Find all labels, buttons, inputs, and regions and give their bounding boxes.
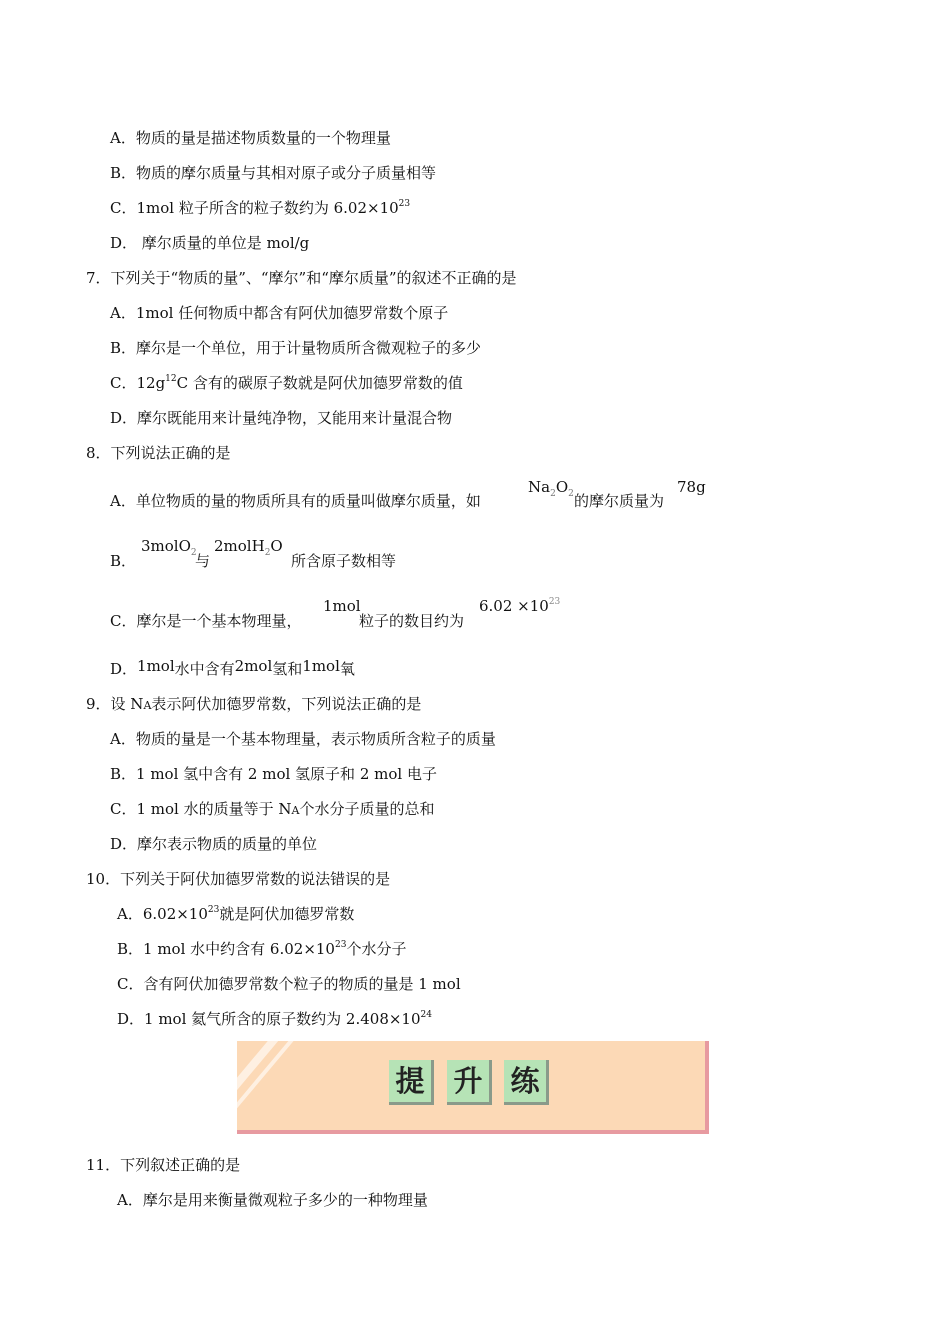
q8-d-f2: 2mol xyxy=(234,657,273,675)
q10-a-post: 就是阿伏加德罗常数 xyxy=(219,905,355,923)
formula-2molh: 2molH xyxy=(214,537,265,555)
q8-option-a: A．单位物质的量的物质所具有的质量叫做摩尔质量，如 xyxy=(110,492,481,510)
q6-option-c-text: C．1mol 粒子所含的粒子数约为 6.02×10 xyxy=(110,199,399,217)
q8-stem: 8．下列说法正确的是 xyxy=(86,444,231,462)
q7-option-a: A．1mol 任何物质中都含有阿伏加德罗常数个原子 xyxy=(110,304,449,322)
q10-b-post: 个水分子 xyxy=(346,940,407,958)
q8-option-a-text2: 的摩尔质量为 xyxy=(574,492,665,510)
q10-b-sup: 23 xyxy=(334,940,347,950)
q9-option-d: D．摩尔表示物质的质量的单位 xyxy=(110,835,318,853)
q8-option-b-formula1 xyxy=(141,538,197,557)
q8-option-c-value xyxy=(479,598,560,614)
banner-tile-2: 升 xyxy=(447,1060,492,1105)
q9-option-c xyxy=(110,799,434,821)
banner-tile-1: 提 xyxy=(389,1060,434,1105)
formula-sub-2: 2 xyxy=(568,489,574,499)
q9-c-post: 个水分子质量的总和 xyxy=(299,800,435,818)
q7-option-c-post: C 含有的碳原子数就是阿伏加德罗常数的值 xyxy=(176,374,463,392)
q8-option-b-text: 所含原子数相等 xyxy=(291,552,397,570)
q6-option-c xyxy=(110,198,410,218)
q6-option-c-exponent: 23 xyxy=(398,199,411,209)
q10-b-pre: B．1 mol 水中约含有 6.02×10 xyxy=(117,940,335,958)
q8-option-b-and: 与 xyxy=(195,552,211,570)
formula-o: O xyxy=(555,478,569,496)
q9-c-pre: C．1 mol 水的质量等于 N xyxy=(110,800,292,818)
q9-stem-sub: A xyxy=(143,699,152,712)
formula-sub-1: 2 xyxy=(550,489,556,499)
q10-option-d xyxy=(117,1009,432,1029)
q7-stem: 7．下列关于“物质的量”、“摩尔”和“摩尔质量”的叙述不正确的是 xyxy=(86,269,517,287)
q6-option-a: A．物质的量是描述物质数量的一个物理量 xyxy=(110,129,391,147)
q10-option-a xyxy=(117,904,354,924)
q8-option-d xyxy=(110,659,355,679)
formula-na: Na xyxy=(528,478,551,496)
q9-stem xyxy=(86,694,421,716)
q8-d-f3: 1mol xyxy=(302,657,340,675)
q9-stem-pre: 9．设 N xyxy=(86,695,144,713)
q7-option-c xyxy=(110,373,463,393)
q6-option-b: B．物质的摩尔质量与其相对原子或分子质量相等 xyxy=(110,164,437,182)
value-base: 6.02 ×10 xyxy=(479,597,549,615)
q9-option-b: B．1 mol 氢中含有 2 mol 氢原子和 2 mol 电子 xyxy=(110,765,437,783)
formula-o: O xyxy=(270,537,283,555)
value-exponent: 23 xyxy=(548,597,561,607)
q7-option-b: B．摩尔是一个单位，用于计量物质所含微观粒子的多少 xyxy=(110,339,482,357)
q8-option-a-formula xyxy=(528,479,574,498)
q8-d-t2: 氢和 xyxy=(272,660,303,678)
q8-option-b-formula2 xyxy=(214,538,283,557)
q10-option-b xyxy=(117,939,406,959)
formula-h2-sub: 2 xyxy=(264,548,271,558)
q7-option-c-pre: C．12g xyxy=(110,374,166,392)
q10-d-sup: 24 xyxy=(420,1010,432,1020)
banner-stripe-thin xyxy=(237,1041,302,1134)
q6-option-d: D． 摩尔质量的单位是 mol/g xyxy=(110,234,310,252)
q10-stem: 10．下列关于阿伏加德罗常数的说法错误的是 xyxy=(86,870,391,888)
q8-option-c-text1: C．摩尔是一个基本物理量， xyxy=(110,612,302,630)
q8-option-c-formula: 1mol xyxy=(323,597,361,615)
q8-option-c-text2: 粒子的数目约为 xyxy=(359,612,465,630)
q10-a-sup: 23 xyxy=(207,905,220,915)
q8-d-t1: 水中含有 xyxy=(174,660,235,678)
q10-d-pre: D．1 mol 氦气所含的原子数约为 2.408×10 xyxy=(117,1010,421,1028)
q8-option-a-value: 78g xyxy=(677,478,706,496)
formula-3molo: 3molO xyxy=(141,537,191,555)
formula-o2-sub: 2 xyxy=(190,548,197,558)
q11-option-a: A．摩尔是用来衡量微观粒子多少的一种物理量 xyxy=(117,1191,428,1209)
q11-stem: 11．下列叙述正确的是 xyxy=(86,1156,241,1174)
q8-d-f1: 1mol xyxy=(137,657,175,675)
q10-option-c: C．含有阿伏加德罗常数个粒子的物质的量是 1 mol xyxy=(117,975,461,993)
q9-stem-post: 表示阿伏加德罗常数，下列说法正确的是 xyxy=(151,695,422,713)
banner-tile-3: 练 xyxy=(504,1060,549,1105)
q8-option-b-label: B． xyxy=(110,552,137,570)
q10-a-pre: A．6.02×10 xyxy=(117,905,208,923)
q8-d-t3: 氧 xyxy=(339,660,355,678)
q9-c-sub: A xyxy=(291,804,300,817)
q9-option-a: A．物质的量是一个基本物理量，表示物质所含粒子的质量 xyxy=(110,730,496,748)
section-banner xyxy=(237,1041,709,1134)
q7-option-c-isotope: 12 xyxy=(165,374,177,384)
q8-d-label: D． xyxy=(110,660,138,678)
q7-option-d: D．摩尔既能用来计量纯净物，又能用来计量混合物 xyxy=(110,409,453,427)
